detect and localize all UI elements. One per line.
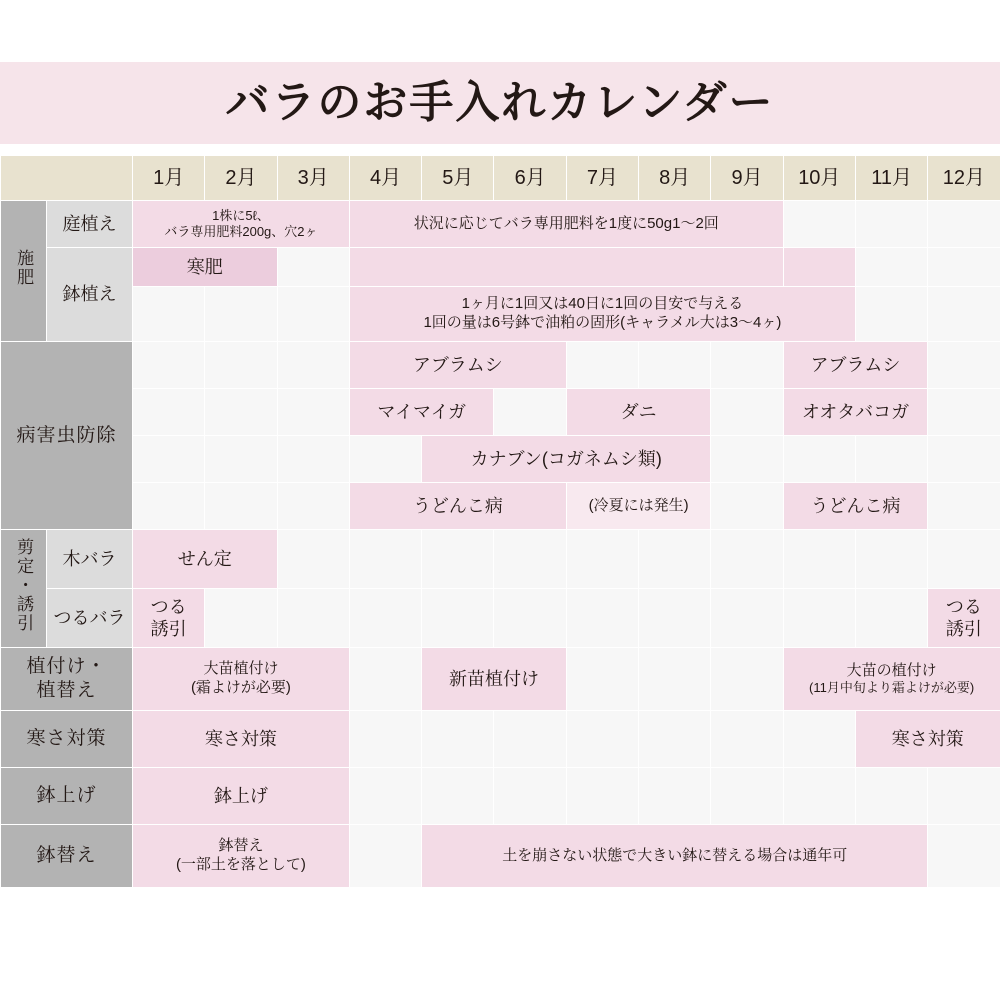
cell-sentei-may (422, 530, 494, 589)
cell-pot-fert-spring-strip (349, 248, 783, 287)
cell-sentei-mar (277, 530, 349, 589)
cell-repot-dec (928, 825, 1000, 888)
cell-pot-main-line1: 1ヶ月に1回又は40日に1回の目安で与える (461, 295, 744, 313)
cell-planting-sep (711, 648, 783, 711)
sublabel-tree-rose: 木バラ (47, 530, 133, 589)
row-fertilizer-pot (1, 287, 1000, 342)
group-label-pot-up: 鉢上げ (1, 768, 133, 825)
cell-cold-autumn: 寒さ対策 (855, 711, 1000, 768)
cell-potup-nov (855, 768, 927, 825)
cell-aphid-mar (277, 342, 349, 389)
group-label-planting-line2: 植替え (36, 680, 97, 701)
cell-hachigae-line2: (一部土を落として) (175, 856, 306, 873)
cell-cold-may (422, 711, 494, 768)
cell-cold-winter: 寒さ対策 (133, 711, 350, 768)
cell-sentei-oct (783, 530, 855, 589)
row-pest-kanabun (1, 436, 1000, 483)
month-header-8: 8月 (639, 156, 711, 201)
cell-pot-jan (133, 287, 205, 342)
cell-potup-jul (566, 768, 638, 825)
group-label-pruning (1, 530, 47, 648)
cell-insects-sep-gap (711, 389, 783, 436)
cell-tsuru-jun (494, 589, 566, 648)
cell-sentei-nov (855, 530, 927, 589)
cell-udonko-summer: (冷夏には発生) (566, 483, 711, 530)
cell-tsuru-feb (205, 589, 277, 648)
cell-kanpi: 寒肥 (133, 248, 278, 287)
cell-aphid-dec (928, 342, 1000, 389)
month-header-11: 11月 (855, 156, 927, 201)
cell-garden-main-fertilizer: 状況に応じてバラ専用肥料を1度に50g1～2回 (349, 201, 783, 248)
cell-kanabun: カナブン(コガネムシ類) (422, 436, 711, 483)
cell-potup-aug (639, 768, 711, 825)
cell-oonae-winter-line2: (霜よけが必要) (190, 679, 291, 696)
cell-repot-apr (349, 825, 421, 888)
cell-tsuru-yuuin-jan (133, 589, 205, 648)
cell-kanabun-sep (711, 436, 783, 483)
cell-garden-nov (855, 201, 927, 248)
cell-tsuru-nov (855, 589, 927, 648)
cell-planting-apr-gap (349, 648, 421, 711)
cell-potup-apr (349, 768, 421, 825)
cell-potup-jun (494, 768, 566, 825)
month-header-2: 2月 (205, 156, 277, 201)
month-header-6: 6月 (494, 156, 566, 201)
sublabel-garden-planting: 庭植え (47, 201, 133, 248)
cell-kanpi-nov (855, 248, 927, 287)
cell-tsuru-may (422, 589, 494, 648)
cell-oonae-autumn (783, 648, 1000, 711)
cell-tsuru-yuuin-jan-line2: 誘引 (150, 619, 187, 639)
cell-garden-oct (783, 201, 855, 248)
cell-tsuru-oct (783, 589, 855, 648)
cell-shinnae: 新苗植付け (422, 648, 567, 711)
cell-kanabun-mar (277, 436, 349, 483)
month-header-10: 10月 (783, 156, 855, 201)
group-label-fertilizer-text: 施肥 (14, 249, 34, 288)
cell-pot-dec (928, 287, 1000, 342)
care-calendar-table (0, 155, 1000, 888)
table-header-row (1, 156, 1000, 201)
cell-sentei-jun (494, 530, 566, 589)
group-label-planting-line1: 植付け・ (26, 656, 107, 678)
cell-hachigae-all-year: 土を崩さない状態で大きい鉢に替える場合は通年可 (422, 825, 928, 888)
cell-potup-oct (783, 768, 855, 825)
cell-hachigae-line1: 鉢替え (218, 837, 264, 855)
cell-insects-dec (928, 389, 1000, 436)
cell-kanabun-nov (855, 436, 927, 483)
cell-udonko-sep (711, 483, 783, 530)
group-label-pest-control: 病害虫防除 (1, 342, 133, 530)
cell-hachiage: 鉢上げ (133, 768, 350, 825)
cell-aphid-aug (639, 342, 711, 389)
row-pot-up (1, 768, 1000, 825)
cell-aphid-sep (711, 342, 783, 389)
group-label-cold-protection: 寒さ対策 (1, 711, 133, 768)
cell-kanabun-apr (349, 436, 421, 483)
cell-aphid-spring: アブラムシ (349, 342, 566, 389)
group-label-pruning-text: 剪定・誘引 (14, 538, 34, 634)
cell-sentei-apr (349, 530, 421, 589)
cell-kanpi-mar (277, 248, 349, 287)
month-header-9: 9月 (711, 156, 783, 201)
cell-pot-main-fertilizer (349, 287, 855, 342)
cell-tsuru-yuuin-dec (928, 589, 1000, 648)
cell-sentei-dec (928, 530, 1000, 589)
cell-aphid-jan (133, 342, 205, 389)
cell-aphid-autumn: アブラムシ (783, 342, 928, 389)
row-pest-aphid (1, 342, 1000, 389)
cell-kanabun-oct (783, 436, 855, 483)
cell-pot-main-line2: 1回の量は6号鉢で油粕の固形(キャラメル大は3～4ヶ) (423, 314, 782, 331)
cell-pot-mar (277, 287, 349, 342)
cell-hachigae-winter (133, 825, 350, 888)
cell-insects-feb (205, 389, 277, 436)
cell-udonko-dec (928, 483, 1000, 530)
month-header-12: 12月 (928, 156, 1000, 201)
row-prune-tree-rose (1, 530, 1000, 589)
cell-udonko-mar (277, 483, 349, 530)
cell-potup-dec (928, 768, 1000, 825)
cell-cold-sep (711, 711, 783, 768)
cell-cold-jun (494, 711, 566, 768)
cell-cold-aug (639, 711, 711, 768)
cell-aphid-jul (566, 342, 638, 389)
cell-pot-nov (855, 287, 927, 342)
row-fertilizer-garden (1, 201, 1000, 248)
cell-tsuru-yuuin-jan-line1: つる (150, 596, 187, 617)
cell-insects-mar (277, 389, 349, 436)
cell-cold-apr (349, 711, 421, 768)
cell-cold-jul (566, 711, 638, 768)
cell-potup-sep (711, 768, 783, 825)
row-planting (1, 648, 1000, 711)
cell-sentei-jul (566, 530, 638, 589)
sublabel-climbing-rose: つるバラ (47, 589, 133, 648)
cell-potup-may (422, 768, 494, 825)
cell-garden-winter-fertilizer: 1株に5ℓ、 バラ専用肥料200g、穴2ヶ (133, 201, 350, 248)
cell-tsuru-mar (277, 589, 349, 648)
cell-garden-dec (928, 201, 1000, 248)
cell-sentei-sep (711, 530, 783, 589)
page-title: バラのお手入れカレンダー (225, 78, 775, 127)
header-corner (1, 156, 133, 201)
cell-udonko-jan (133, 483, 205, 530)
cell-cold-oct (783, 711, 855, 768)
row-repotting (1, 825, 1000, 888)
cell-planting-jul (566, 648, 638, 711)
cell-oonae-autumn-line2: (11月中旬より霜よけが必要) (809, 680, 975, 696)
cell-tsuru-yuuin-dec-line1: つる (945, 596, 982, 617)
cell-oonae-winter (133, 648, 350, 711)
row-kanpi (1, 248, 1000, 287)
cell-insects-jun (494, 389, 566, 436)
cell-aphid-feb (205, 342, 277, 389)
cell-tsuru-apr (349, 589, 421, 648)
month-header-4: 4月 (349, 156, 421, 201)
cell-ootabakoga: オオタバコガ (783, 389, 928, 436)
cell-pot-fert-oct-strip (783, 248, 855, 287)
cell-kanabun-feb (205, 436, 277, 483)
cell-oonae-autumn-line1: 大苗の植付け (846, 661, 937, 679)
row-pest-insects (1, 389, 1000, 436)
row-cold-protection (1, 711, 1000, 768)
group-label-planting (1, 648, 133, 711)
cell-sentei: せん定 (133, 530, 278, 589)
cell-tsuru-yuuin-dec-line2: 誘引 (945, 619, 982, 639)
cell-kanabun-dec (928, 436, 1000, 483)
cell-maimaiga: マイマイガ (349, 389, 494, 436)
cell-kanpi-dec (928, 248, 1000, 287)
sublabel-pot-planting: 鉢植え (47, 248, 133, 342)
cell-sentei-aug (639, 530, 711, 589)
cell-udonko-spring: うどんこ病 (349, 483, 566, 530)
month-header-5: 5月 (422, 156, 494, 201)
cell-insects-jan (133, 389, 205, 436)
cell-kanabun-jan (133, 436, 205, 483)
cell-tsuru-aug (639, 589, 711, 648)
month-header-7: 7月 (566, 156, 638, 201)
cell-oonae-winter-line1: 大苗植付け (203, 660, 279, 678)
cell-tsuru-sep (711, 589, 783, 648)
cell-dani: ダニ (566, 389, 711, 436)
group-label-repotting: 鉢替え (1, 825, 133, 888)
cell-udonko-autumn: うどんこ病 (783, 483, 928, 530)
cell-tsuru-jul (566, 589, 638, 648)
row-prune-climbing-rose (1, 589, 1000, 648)
group-label-fertilizer (1, 201, 47, 342)
cell-udonko-feb (205, 483, 277, 530)
month-header-1: 1月 (133, 156, 205, 201)
cell-planting-aug (639, 648, 711, 711)
month-header-3: 3月 (277, 156, 349, 201)
row-pest-powdery-mildew (1, 483, 1000, 530)
cell-pot-feb (205, 287, 277, 342)
